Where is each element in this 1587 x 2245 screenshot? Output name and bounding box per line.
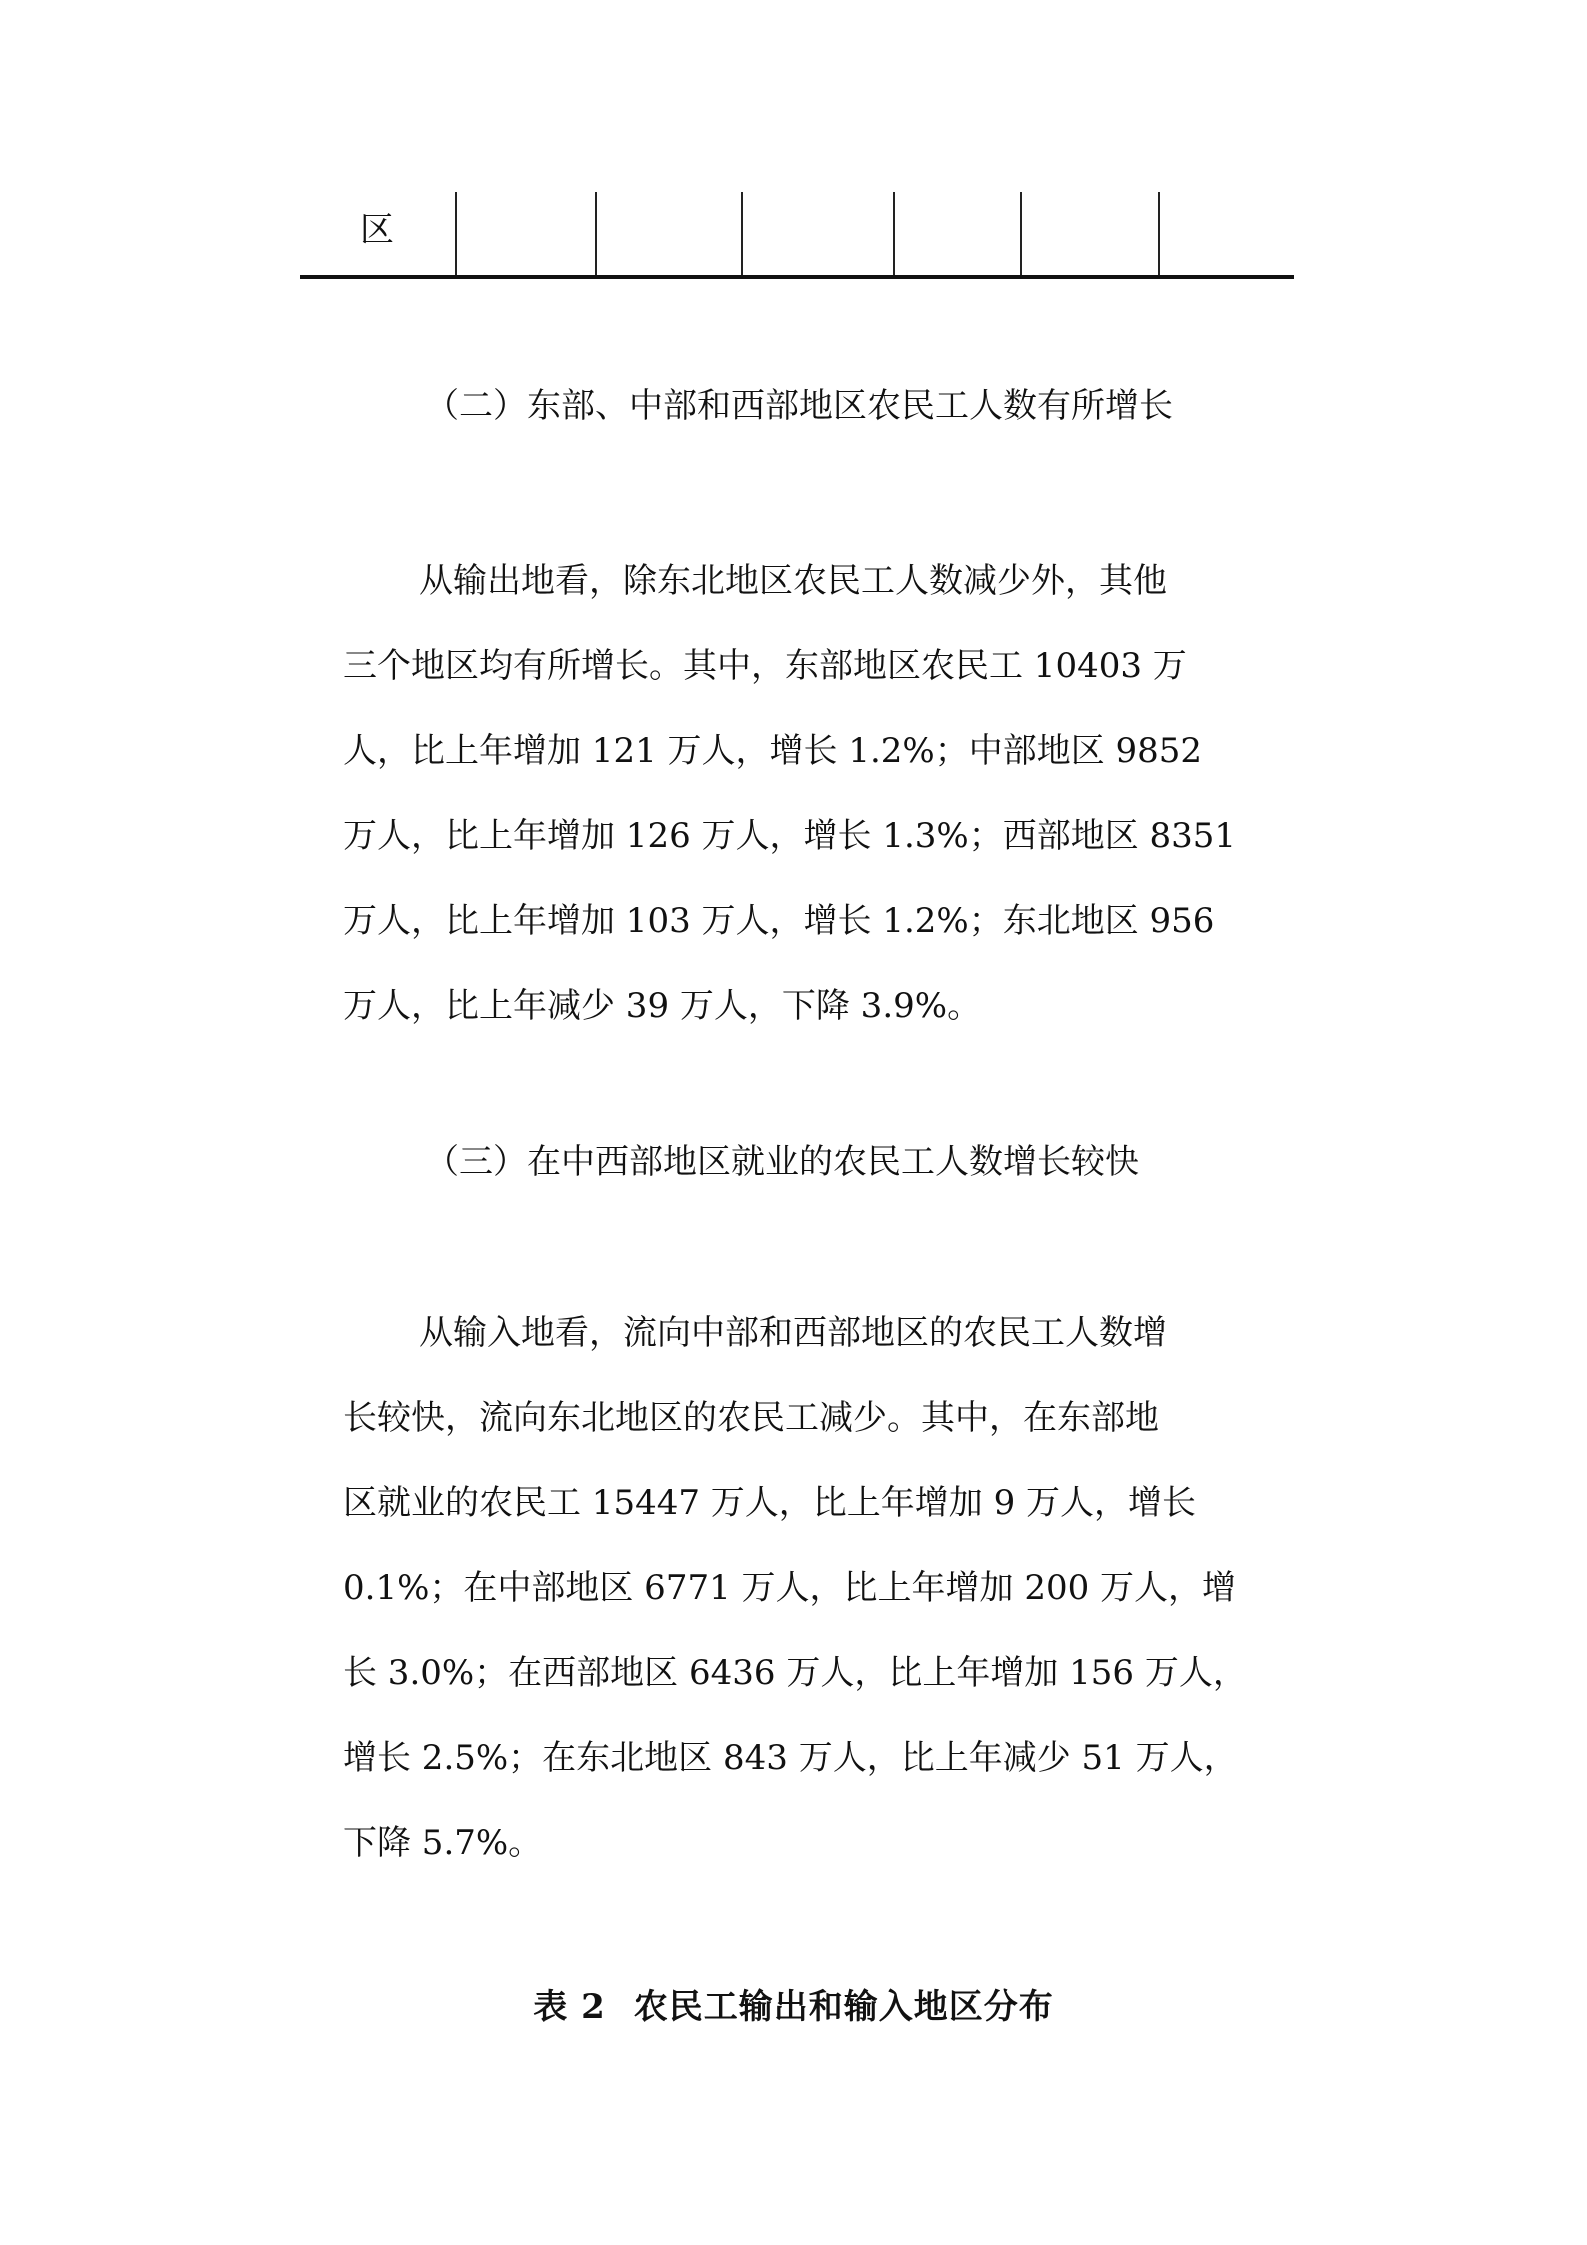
table-cell — [597, 192, 743, 276]
paragraph-line: 长 3.0%；在西部地区 6436 万人，比上年增加 156 万人， — [343, 1653, 1247, 1693]
paragraph-line: 0.1%；在中部地区 6771 万人，比上年增加 200 万人，增 — [343, 1568, 1237, 1608]
paragraph-line: 增长 2.5%；在东北地区 843 万人，比上年减少 51 万人， — [343, 1738, 1238, 1778]
paragraph-line: 长较快，流向东北地区的农民工减少。其中，在东部地 — [343, 1398, 1159, 1438]
table-cell — [895, 192, 1022, 276]
table-cell-text: 区 — [360, 210, 394, 250]
paragraph-line: 人，比上年增加 121 万人，增长 1.2%；中部地区 9852 — [343, 731, 1203, 771]
section-2-paragraph — [343, 539, 1248, 1049]
section-heading-2: （二）东部、中部和西部地区农民工人数有所增长 — [425, 386, 1173, 426]
table-cell — [457, 192, 597, 276]
paragraph-line: 区就业的农民工 15447 万人，比上年增加 9 万人，增长 — [343, 1483, 1197, 1523]
table-bottom-rule — [300, 275, 1294, 279]
section-3-paragraph — [343, 1291, 1248, 1886]
paragraph-line: 下降 5.7%。 — [343, 1823, 543, 1863]
paragraph-line: 从输出地看，除东北地区农民工人数减少外，其他 — [419, 561, 1167, 601]
paragraph-line: 万人，比上年增加 103 万人，增长 1.2%；东北地区 956 — [343, 901, 1215, 941]
table-fragment — [300, 192, 1294, 276]
paragraph-line: 三个地区均有所增长。其中，东部地区农民工 10403 万 — [343, 646, 1187, 686]
paragraph-line: 万人，比上年减少 39 万人，下降 3.9%。 — [343, 986, 982, 1026]
paragraph-line: 从输入地看，流向中部和西部地区的农民工人数增 — [419, 1313, 1167, 1353]
table-cell-region — [300, 192, 457, 276]
table-caption — [0, 1987, 1587, 2027]
table-caption-title: 农民工输出和输入地区分布 — [633, 1987, 1054, 2027]
table-cell — [1022, 192, 1160, 276]
paragraph-line: 万人，比上年增加 126 万人，增长 1.3%；西部地区 8351 — [343, 816, 1237, 856]
table-caption-number: 表 2 — [533, 1987, 606, 2027]
section-heading-3: （三）在中西部地区就业的农民工人数增长较快 — [425, 1142, 1139, 1182]
table-cell — [743, 192, 895, 276]
